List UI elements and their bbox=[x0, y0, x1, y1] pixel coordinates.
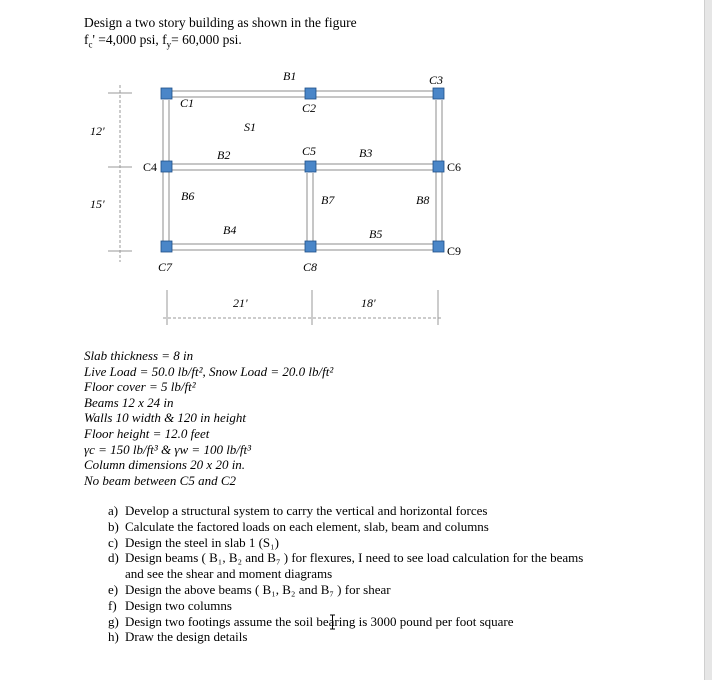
column-c7 bbox=[161, 241, 172, 252]
param-no-beam-note: No beam between C5 and C2 bbox=[84, 472, 237, 488]
param-column-dimensions: Column dimensions 20 x 20 in. bbox=[84, 457, 246, 473]
column-c1 bbox=[161, 88, 172, 99]
column-c4 bbox=[161, 161, 172, 172]
dimension-18ft: 18' bbox=[361, 296, 376, 310]
param-floor-cover: Floor cover = 5 lb/ft² bbox=[84, 379, 196, 395]
param-beams: Beams 12 x 24 in bbox=[84, 394, 174, 410]
heading-line-1: Design a two story building as shown in the figure bbox=[84, 15, 357, 30]
label-b4: B4 bbox=[223, 223, 237, 237]
task-text: Design beams ( B₁, B₂ and B₇ ) for flexures, I need to see load calculation for the beams and see the shear and moment diagrams bbox=[125, 550, 584, 582]
column-c9 bbox=[433, 241, 444, 252]
param-walls: Walls 10 width & 120 in height bbox=[84, 410, 247, 426]
dimension-15ft: 15' bbox=[90, 197, 105, 211]
task-list bbox=[108, 503, 605, 645]
design-parameters bbox=[84, 348, 333, 488]
task-item bbox=[108, 629, 605, 645]
task-item bbox=[108, 582, 605, 598]
task-label: a) bbox=[108, 503, 119, 518]
dimension-line-vertical bbox=[108, 85, 132, 262]
fc-value: ' =4,000 psi, f bbox=[92, 32, 167, 47]
task-text: Design two columns bbox=[125, 597, 232, 613]
task-item bbox=[108, 550, 605, 582]
label-b7: B7 bbox=[321, 193, 335, 207]
fy-subscript: y bbox=[166, 39, 172, 50]
label-slab-s1: S1 bbox=[244, 120, 256, 134]
task-label: h) bbox=[108, 629, 119, 645]
beam-b4-b5 bbox=[172, 244, 436, 250]
label-c4: C4 bbox=[143, 160, 158, 174]
fc-symbol: f bbox=[84, 32, 89, 47]
label-b6: B6 bbox=[181, 189, 195, 203]
label-b5: B5 bbox=[369, 227, 383, 241]
label-c7: C7 bbox=[158, 260, 173, 274]
label-c1: C1 bbox=[180, 96, 195, 110]
floor-plan-diagram bbox=[0, 0, 704, 340]
column-c6 bbox=[433, 161, 444, 172]
task-label: b) bbox=[108, 518, 119, 534]
param-live-snow-load: Live Load = 50.0 lb/ft², Snow Load = 20.0 lb/ft² bbox=[84, 363, 334, 379]
label-b3: B3 bbox=[359, 146, 373, 160]
text-cursor-icon bbox=[329, 614, 336, 630]
param-unit-weights: γc = 150 lb/ft³ & γw = 100 lb/ft³ bbox=[84, 441, 252, 457]
label-c8: C8 bbox=[303, 260, 318, 274]
dimension-21ft: 21' bbox=[233, 296, 248, 310]
task-text: Draw the design details bbox=[125, 629, 248, 645]
label-c9: C9 bbox=[447, 244, 462, 258]
task-item bbox=[108, 614, 605, 630]
task-text: Design the steel in slab 1 (S₁) bbox=[125, 534, 280, 550]
param-slab-thickness: Slab thickness = 8 in bbox=[84, 348, 194, 363]
task-label: g) bbox=[108, 613, 119, 629]
beam-b2-b3 bbox=[172, 164, 436, 170]
task-item bbox=[108, 535, 605, 551]
dimension-12ft: 12' bbox=[90, 124, 105, 138]
dimension-line-horizontal bbox=[163, 290, 442, 325]
label-c5: C5 bbox=[302, 144, 317, 158]
task-text: Design two footings assume the soil bearing is 3000 pound per foot square bbox=[125, 613, 514, 629]
task-text: Calculate the factored loads on each element, slab, beam and columns bbox=[125, 518, 489, 534]
label-c2: C2 bbox=[302, 101, 317, 115]
label-b2: B2 bbox=[217, 148, 231, 162]
column-c3 bbox=[433, 88, 444, 99]
label-b1: B1 bbox=[283, 69, 297, 83]
label-c3: C3 bbox=[429, 73, 444, 87]
fc-subscript: c bbox=[88, 39, 93, 50]
beam-b1 bbox=[172, 91, 436, 97]
fy-value: = 60,000 psi. bbox=[171, 32, 242, 47]
beam-b7 bbox=[307, 173, 313, 243]
task-label: c) bbox=[108, 534, 119, 550]
label-b8: B8 bbox=[416, 193, 430, 207]
task-label: d) bbox=[108, 550, 119, 566]
column-c2 bbox=[305, 88, 316, 99]
task-item bbox=[108, 598, 605, 614]
task-label: e) bbox=[108, 581, 119, 597]
label-c6: C6 bbox=[447, 160, 462, 174]
task-label: f) bbox=[108, 597, 117, 613]
task-text: Develop a structural system to carry the vertical and horizontal forces bbox=[125, 503, 488, 518]
task-item bbox=[108, 503, 605, 519]
param-floor-height: Floor height = 12.0 feet bbox=[84, 425, 210, 441]
task-item bbox=[108, 519, 605, 535]
column-c8 bbox=[305, 241, 316, 252]
column-c5 bbox=[305, 161, 316, 172]
task-text: Design the above beams ( B₁, B₂ and B₇ ) for shear bbox=[125, 581, 391, 597]
